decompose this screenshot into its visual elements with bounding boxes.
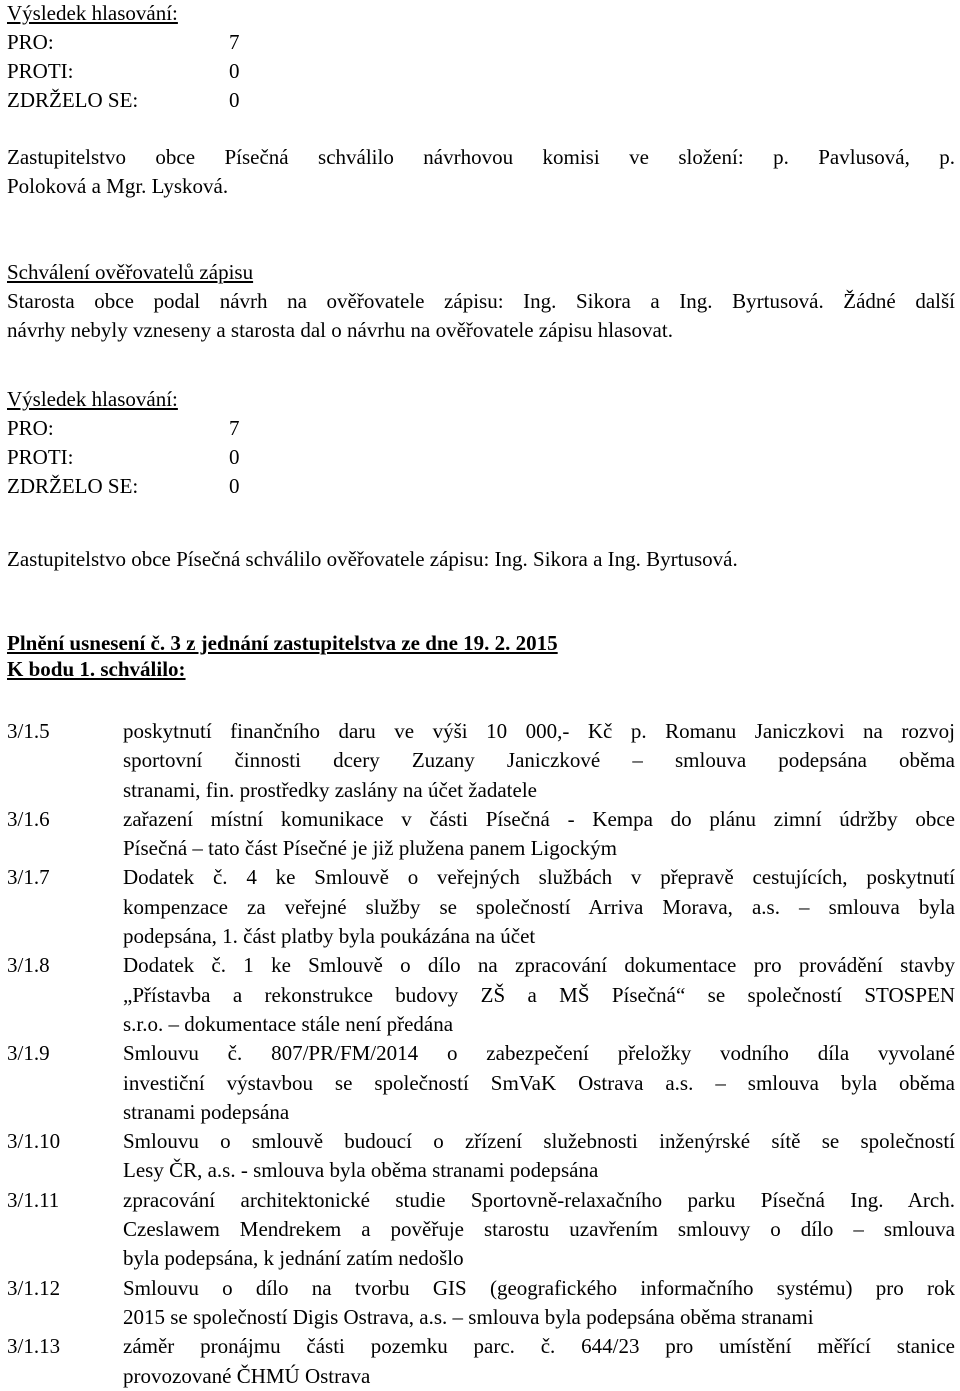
resolution-item bbox=[7, 805, 955, 864]
resolution-item-number: 3/1.10 bbox=[7, 1129, 61, 1154]
verifiers-heading: Schválení ověřovatelů zápisu bbox=[7, 260, 254, 284]
vote-zdrzelo-row bbox=[7, 472, 240, 501]
resolution-item-text bbox=[123, 863, 955, 951]
resolution-item-text bbox=[123, 1186, 955, 1274]
verifiers-section bbox=[7, 258, 955, 345]
vote-heading: Výsledek hlasování: bbox=[7, 387, 178, 411]
vote-pro-label: PRO: bbox=[7, 30, 54, 54]
resolution-item bbox=[7, 1039, 955, 1127]
resolution-item-text bbox=[123, 1332, 955, 1391]
vote-pro-value: 7 bbox=[229, 416, 240, 440]
resolution-item-line: Písečná – tato část Písečné je již plužena panem Ligockým bbox=[123, 836, 617, 861]
vote-proti-value: 0 bbox=[229, 445, 240, 469]
resolution-item bbox=[7, 863, 955, 951]
verifiers-line-2: návrhy nebyly vzneseny a starosta dal o návrhu na ověřovatele zápisu hlasovat. bbox=[7, 318, 673, 342]
resolution-item-text bbox=[123, 951, 955, 1039]
vote-zdrzelo-row bbox=[7, 86, 240, 115]
commission-line-2: Poloková a Mgr. Lysková. bbox=[7, 174, 229, 198]
resolution-item-line: „Přístavba a rekonstrukce budovy ZŠ a MŠ Písečná“ se společností STOSPEN bbox=[123, 982, 955, 1007]
vote-zdrzelo-label: ZDRŽELO SE: bbox=[7, 88, 139, 112]
vote-result-block-1 bbox=[7, 0, 240, 115]
resolution-item-line: podepsána, 1. část platby byla poukázána na účet bbox=[123, 924, 536, 949]
verifiers-approval-text: Zastupitelstvo obce Písečná schválilo ověřovatele zápisu: Ing. Sikora a Ing. Byrtusová. bbox=[7, 547, 738, 571]
resolution-heading: Plnění usnesení č. 3 z jednání zastupitelstva ze dne 19. 2. 2015 bbox=[7, 631, 558, 655]
resolution-item-text bbox=[123, 717, 955, 805]
resolution-item-number: 3/1.8 bbox=[7, 953, 50, 978]
resolution-item-number: 3/1.7 bbox=[7, 865, 50, 890]
verifiers-approval-paragraph bbox=[7, 545, 738, 574]
resolution-item-line: kompenzace za veřejné služby se společností Arriva Morava, a.s. – smlouva byla bbox=[123, 894, 955, 919]
resolution-item-text bbox=[123, 1039, 955, 1127]
resolution-item-number: 3/1.9 bbox=[7, 1041, 50, 1066]
resolution-item-line: Dodatek č. 4 ke Smlouvě o veřejných službách v přepravě cestujících, poskytnutí bbox=[123, 865, 955, 890]
resolution-item-line: Smlouvu o smlouvě budoucí o zřízení služebnosti inženýrské sítě se společností bbox=[123, 1129, 955, 1154]
resolution-item-line: stranami, fin. prostředky zaslány na účet žadatele bbox=[123, 777, 537, 802]
resolution-item-line: záměr pronájmu části pozemku parc. č. 644/23 pro umístění měřící stanice bbox=[123, 1334, 955, 1359]
resolution-item bbox=[7, 951, 955, 1039]
resolution-item-line: Czeslawem Mendrekem a pověřuje starostu uzavřením smlouvy o dílo – smlouva bbox=[123, 1217, 955, 1242]
resolution-item-text bbox=[123, 1127, 955, 1186]
resolution-item-line: investiční výstavbou se společností SmVaK Ostrava a.s. – smlouva byla oběma bbox=[123, 1070, 955, 1095]
resolution-item-line: Lesy ČR, a.s. - smlouva byla oběma stranami podepsána bbox=[123, 1158, 599, 1183]
verifiers-line-1: Starosta obce podal návrh na ověřovatele zápisu: Ing. Sikora a Ing. Byrtusová. Žádné další bbox=[7, 289, 955, 313]
resolution-item bbox=[7, 717, 955, 805]
vote-proti-label: PROTI: bbox=[7, 59, 74, 83]
vote-heading: Výsledek hlasování: bbox=[7, 1, 178, 25]
resolution-item-number: 3/1.6 bbox=[7, 806, 50, 831]
resolution-item-number: 3/1.13 bbox=[7, 1334, 61, 1359]
vote-pro-row bbox=[7, 28, 240, 57]
resolution-item-number: 3/1.5 bbox=[7, 719, 50, 743]
resolution-item-line: byla podepsána, k jednání zatím nedošlo bbox=[123, 1246, 464, 1271]
resolution-subheading: K bodu 1. schválilo: bbox=[7, 657, 186, 681]
resolution-section-header bbox=[7, 630, 558, 682]
resolution-item-line: Smlouvu č. 807/PR/FM/2014 o zabezpečení přeložky vodního díla vyvolané bbox=[123, 1041, 955, 1066]
resolution-item-line: zařazení místní komunikace v části Písečná - Kempa do plánu zimní údržby obce bbox=[123, 806, 955, 831]
commission-line-1: Zastupitelstvo obce Písečná schválilo návrhovou komisi ve složení: p. Pavlusová, p. bbox=[7, 145, 955, 169]
vote-zdrzelo-label: ZDRŽELO SE: bbox=[7, 474, 139, 498]
resolution-item-text bbox=[123, 1274, 955, 1333]
vote-result-block-2 bbox=[7, 385, 240, 501]
resolution-item-line: 2015 se společností Digis Ostrava, a.s. – smlouva byla podepsána oběma stranami bbox=[123, 1304, 814, 1329]
resolution-item-line: stranami podepsána bbox=[123, 1099, 290, 1124]
vote-pro-row bbox=[7, 414, 240, 443]
commission-approval-paragraph bbox=[7, 143, 955, 201]
vote-proti-row bbox=[7, 57, 240, 86]
resolution-item bbox=[7, 1274, 955, 1333]
resolution-item-text bbox=[123, 805, 955, 864]
resolution-item-line: provozované ČHMÚ Ostrava bbox=[123, 1363, 371, 1388]
resolution-item-line: Dodatek č. 1 ke Smlouvě o dílo na zpracování dokumentace pro provádění stavby bbox=[123, 953, 955, 978]
resolution-item-line: Smlouvu o dílo na tvorbu GIS (geografického informačního systému) pro rok bbox=[123, 1275, 955, 1300]
resolution-item bbox=[7, 1186, 955, 1274]
resolution-item-line: sportovní činnosti dcery Zuzany Janiczkové – smlouva podepsána oběma bbox=[123, 748, 955, 773]
vote-zdrzelo-value: 0 bbox=[229, 474, 240, 498]
vote-pro-label: PRO: bbox=[7, 416, 54, 440]
vote-proti-value: 0 bbox=[229, 59, 240, 83]
vote-zdrzelo-value: 0 bbox=[229, 88, 240, 112]
resolution-item bbox=[7, 1127, 955, 1186]
resolution-item-line: s.r.o. – dokumentace stále není předána bbox=[123, 1011, 454, 1036]
resolution-item-line: poskytnutí finančního daru ve výši 10 000,- Kč p. Romanu Janiczkovi na rozvoj bbox=[123, 719, 955, 743]
resolution-item-number: 3/1.12 bbox=[7, 1275, 61, 1300]
vote-proti-row bbox=[7, 443, 240, 472]
vote-proti-label: PROTI: bbox=[7, 445, 74, 469]
resolution-item-line: zpracování architektonické studie Sportovně-relaxačního parku Písečná Ing. Arch. bbox=[123, 1187, 955, 1212]
resolution-items-list bbox=[7, 717, 955, 1391]
resolution-item-number: 3/1.11 bbox=[7, 1187, 60, 1212]
vote-pro-value: 7 bbox=[229, 30, 240, 54]
resolution-item bbox=[7, 1332, 955, 1391]
